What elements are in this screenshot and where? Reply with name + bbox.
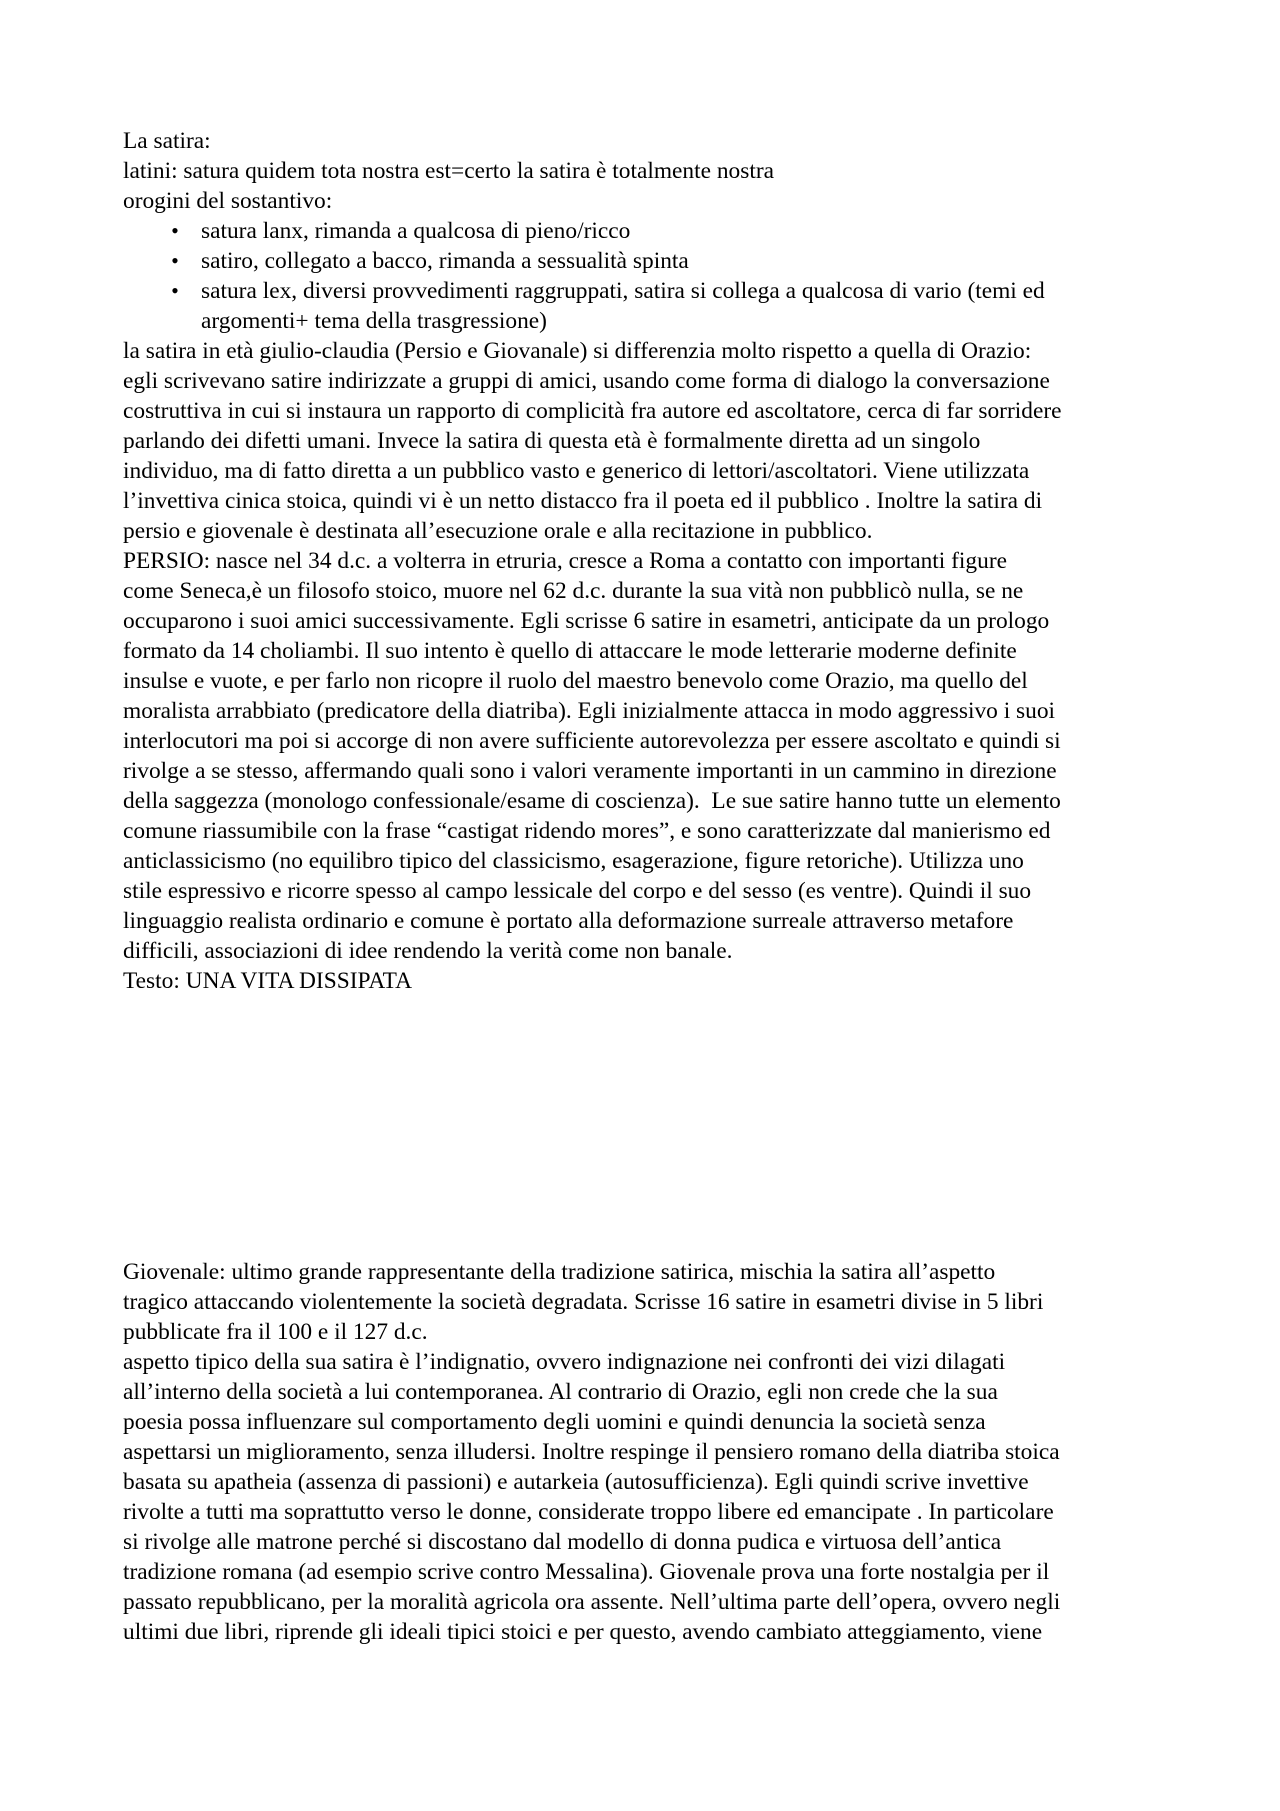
paragraph-line: moralista arrabbiato (predicatore della diatriba). Egli inizialmente attacca in modo aggressivo i suoi <box>123 698 1056 724</box>
paragraph-line: aspetto tipico della sua satira è l’indignatio, ovvero indignazione nei confronti dei vizi dilagati <box>123 1349 1006 1375</box>
paragraph-line: ultimi due libri, riprende gli ideali tipici stoici e per questo, avendo cambiato atteggiamento, viene <box>123 1619 1043 1645</box>
paragraph-line: comune riassumibile con la frase “castigat ridendo mores”, e sono caratterizzate dal manierismo ed <box>123 818 1051 844</box>
paragraph-line: formato da 14 choliambi. Il suo intento è quello di attaccare le mode letterarie moderne definite <box>123 638 1017 664</box>
giovenale-section <box>123 1257 1173 1647</box>
bullet-text: satura lanx, rimanda a qualcosa di pieno/ricco <box>201 218 631 244</box>
intro-line: latini: satura quidem tota nostra est=certo la satira è totalmente nostra <box>123 158 775 184</box>
origins-bullet-list <box>123 216 1173 336</box>
bullet-text: satura lex, diversi provvedimenti raggruppati, satira si collega a qualcosa di vario (temi ed <box>201 278 1045 304</box>
bullet-text: argomenti+ tema della trasgressione) <box>201 308 547 334</box>
paragraph-line: difficili, associazioni di idee rendendo la verità come non banale. <box>123 938 733 964</box>
paragraph-line: Giovenale: ultimo grande rappresentante della tradizione satirica, mischia la satira all’aspetto <box>123 1259 996 1285</box>
paragraph-line: come Seneca,è un filosofo stoico, muore nel 62 d.c. durante la sua vità non pubblicò nulla, se ne <box>123 578 1024 604</box>
paragraph-line: tragico attaccando violentemente la società degradata. Scrisse 16 satire in esametri divise in 5 libri <box>123 1289 1044 1315</box>
paragraph-line: PERSIO: nasce nel 34 d.c. a volterra in etruria, cresce a Roma a contatto con importanti figure <box>123 548 1007 574</box>
paragraph-line: individuo, ma di fatto diretta a un pubblico vasto e generico di lettori/ascoltatori. Viene utilizzata <box>123 458 1030 484</box>
paragraph-line: anticlassicismo (no equilibro tipico del classicismo, esagerazione, figure retoriche). Utilizza uno <box>123 848 1024 874</box>
paragraph-line: insulse e vuote, e per farlo non ricopre il ruolo del maestro benevolo come Orazio, ma quello del <box>123 668 1028 694</box>
bullet-item-lanx <box>123 216 1173 246</box>
bullet-item-lex <box>123 276 1173 336</box>
paragraph-line: si rivolge alle matrone perché si discostano dal modello di donna pudica e virtuosa dell’antica <box>123 1529 1002 1555</box>
paragraph-line: persio e giovenale è destinata all’esecuzione orale e alla recitazione in pubblico. <box>123 518 873 544</box>
paragraph-line: poesia possa influenzare sul comportamento degli uomini e quindi denuncia la società senza <box>123 1409 986 1435</box>
bullet-icon: • <box>171 278 179 303</box>
paragraph-line: la satira in età giulio-claudia (Persio e Giovanale) si differenzia molto rispetto a quella di Orazio: <box>123 338 1032 364</box>
satira-section <box>123 126 1173 996</box>
paragraph-line: stile espressivo e ricorre spesso al campo lessicale del corpo e del sesso (es ventre). Quindi il suo <box>123 878 1032 904</box>
paragraph-line: occuparono i suoi amici successivamente. Egli scrisse 6 satire in esametri, anticipate da un prologo <box>123 608 1050 634</box>
paragraph-line: parlando dei difetti umani. Invece la satira di questa età è formalmente diretta ad un singolo <box>123 428 981 454</box>
paragraph-line: passato repubblicano, per la moralità agricola ora assente. Nell’ultima parte dell’opera, ovvero negli <box>123 1589 1061 1615</box>
bullet-text: satiro, collegato a bacco, rimanda a sessualità spinta <box>201 248 689 274</box>
paragraph-line: rivolge a se stesso, affermando quali sono i valori veramente importanti in un cammino in direzione <box>123 758 1057 784</box>
paragraph-line: pubblicate fra il 100 e il 127 d.c. <box>123 1319 428 1345</box>
giovenale-paragraph <box>123 1257 1173 1347</box>
paragraph-line: all’interno della società a lui contemporanea. Al contrario di Orazio, egli non crede che la sua <box>123 1379 998 1405</box>
bullet-item-satiro <box>123 246 1173 276</box>
paragraph-line: della saggezza (monologo confessionale/esame di coscienza). Le sue satire hanno tutte un elemento <box>123 788 1061 814</box>
paragraph-line: linguaggio realista ordinario e comune è portato alla deformazione surreale attraverso metafore <box>123 908 1014 934</box>
paragraph-line: egli scrivevano satire indirizzate a gruppi di amici, usando come forma di dialogo la conversazione <box>123 368 1050 394</box>
bullet-icon: • <box>171 248 179 273</box>
paragraph-line: rivolte a tutti ma soprattutto verso le donne, considerate troppo libere ed emancipate . In particolare <box>123 1499 1054 1525</box>
paragraph-line: interlocutori ma poi si accorge di non avere sufficiente autorevolezza per essere ascoltato e quindi si <box>123 728 1061 754</box>
indignatio-paragraph <box>123 1347 1173 1647</box>
paragraph-line: basata su apatheia (assenza di passioni) e autarkeia (autosufficienza). Egli quindi scrive invettive <box>123 1469 1029 1495</box>
intro-line: orogini del sostantivo: <box>123 188 333 214</box>
paragraph-line: l’invettiva cinica stoica, quindi vi è un netto distacco fra il poeta ed il pubblico . Inoltre la satira di <box>123 488 1043 514</box>
paragraph-line: costruttiva in cui si instaura un rapporto di complicità fra autore ed ascoltatore, cerca di far sorridere <box>123 398 1062 424</box>
bullet-icon: • <box>171 218 179 243</box>
testo-title: Testo: UNA VITA DISSIPATA <box>123 968 412 994</box>
paragraph-line: aspettarsi un miglioramento, senza illudersi. Inoltre respinge il pensiero romano della diatriba stoica <box>123 1439 1060 1465</box>
section-heading: La satira: <box>123 128 211 154</box>
persio-paragraph <box>123 546 1173 966</box>
giulio-claudia-paragraph <box>123 336 1173 546</box>
paragraph-line: tradizione romana (ad esempio scrive contro Messalina). Giovenale prova una forte nostalgia per il <box>123 1559 1050 1585</box>
